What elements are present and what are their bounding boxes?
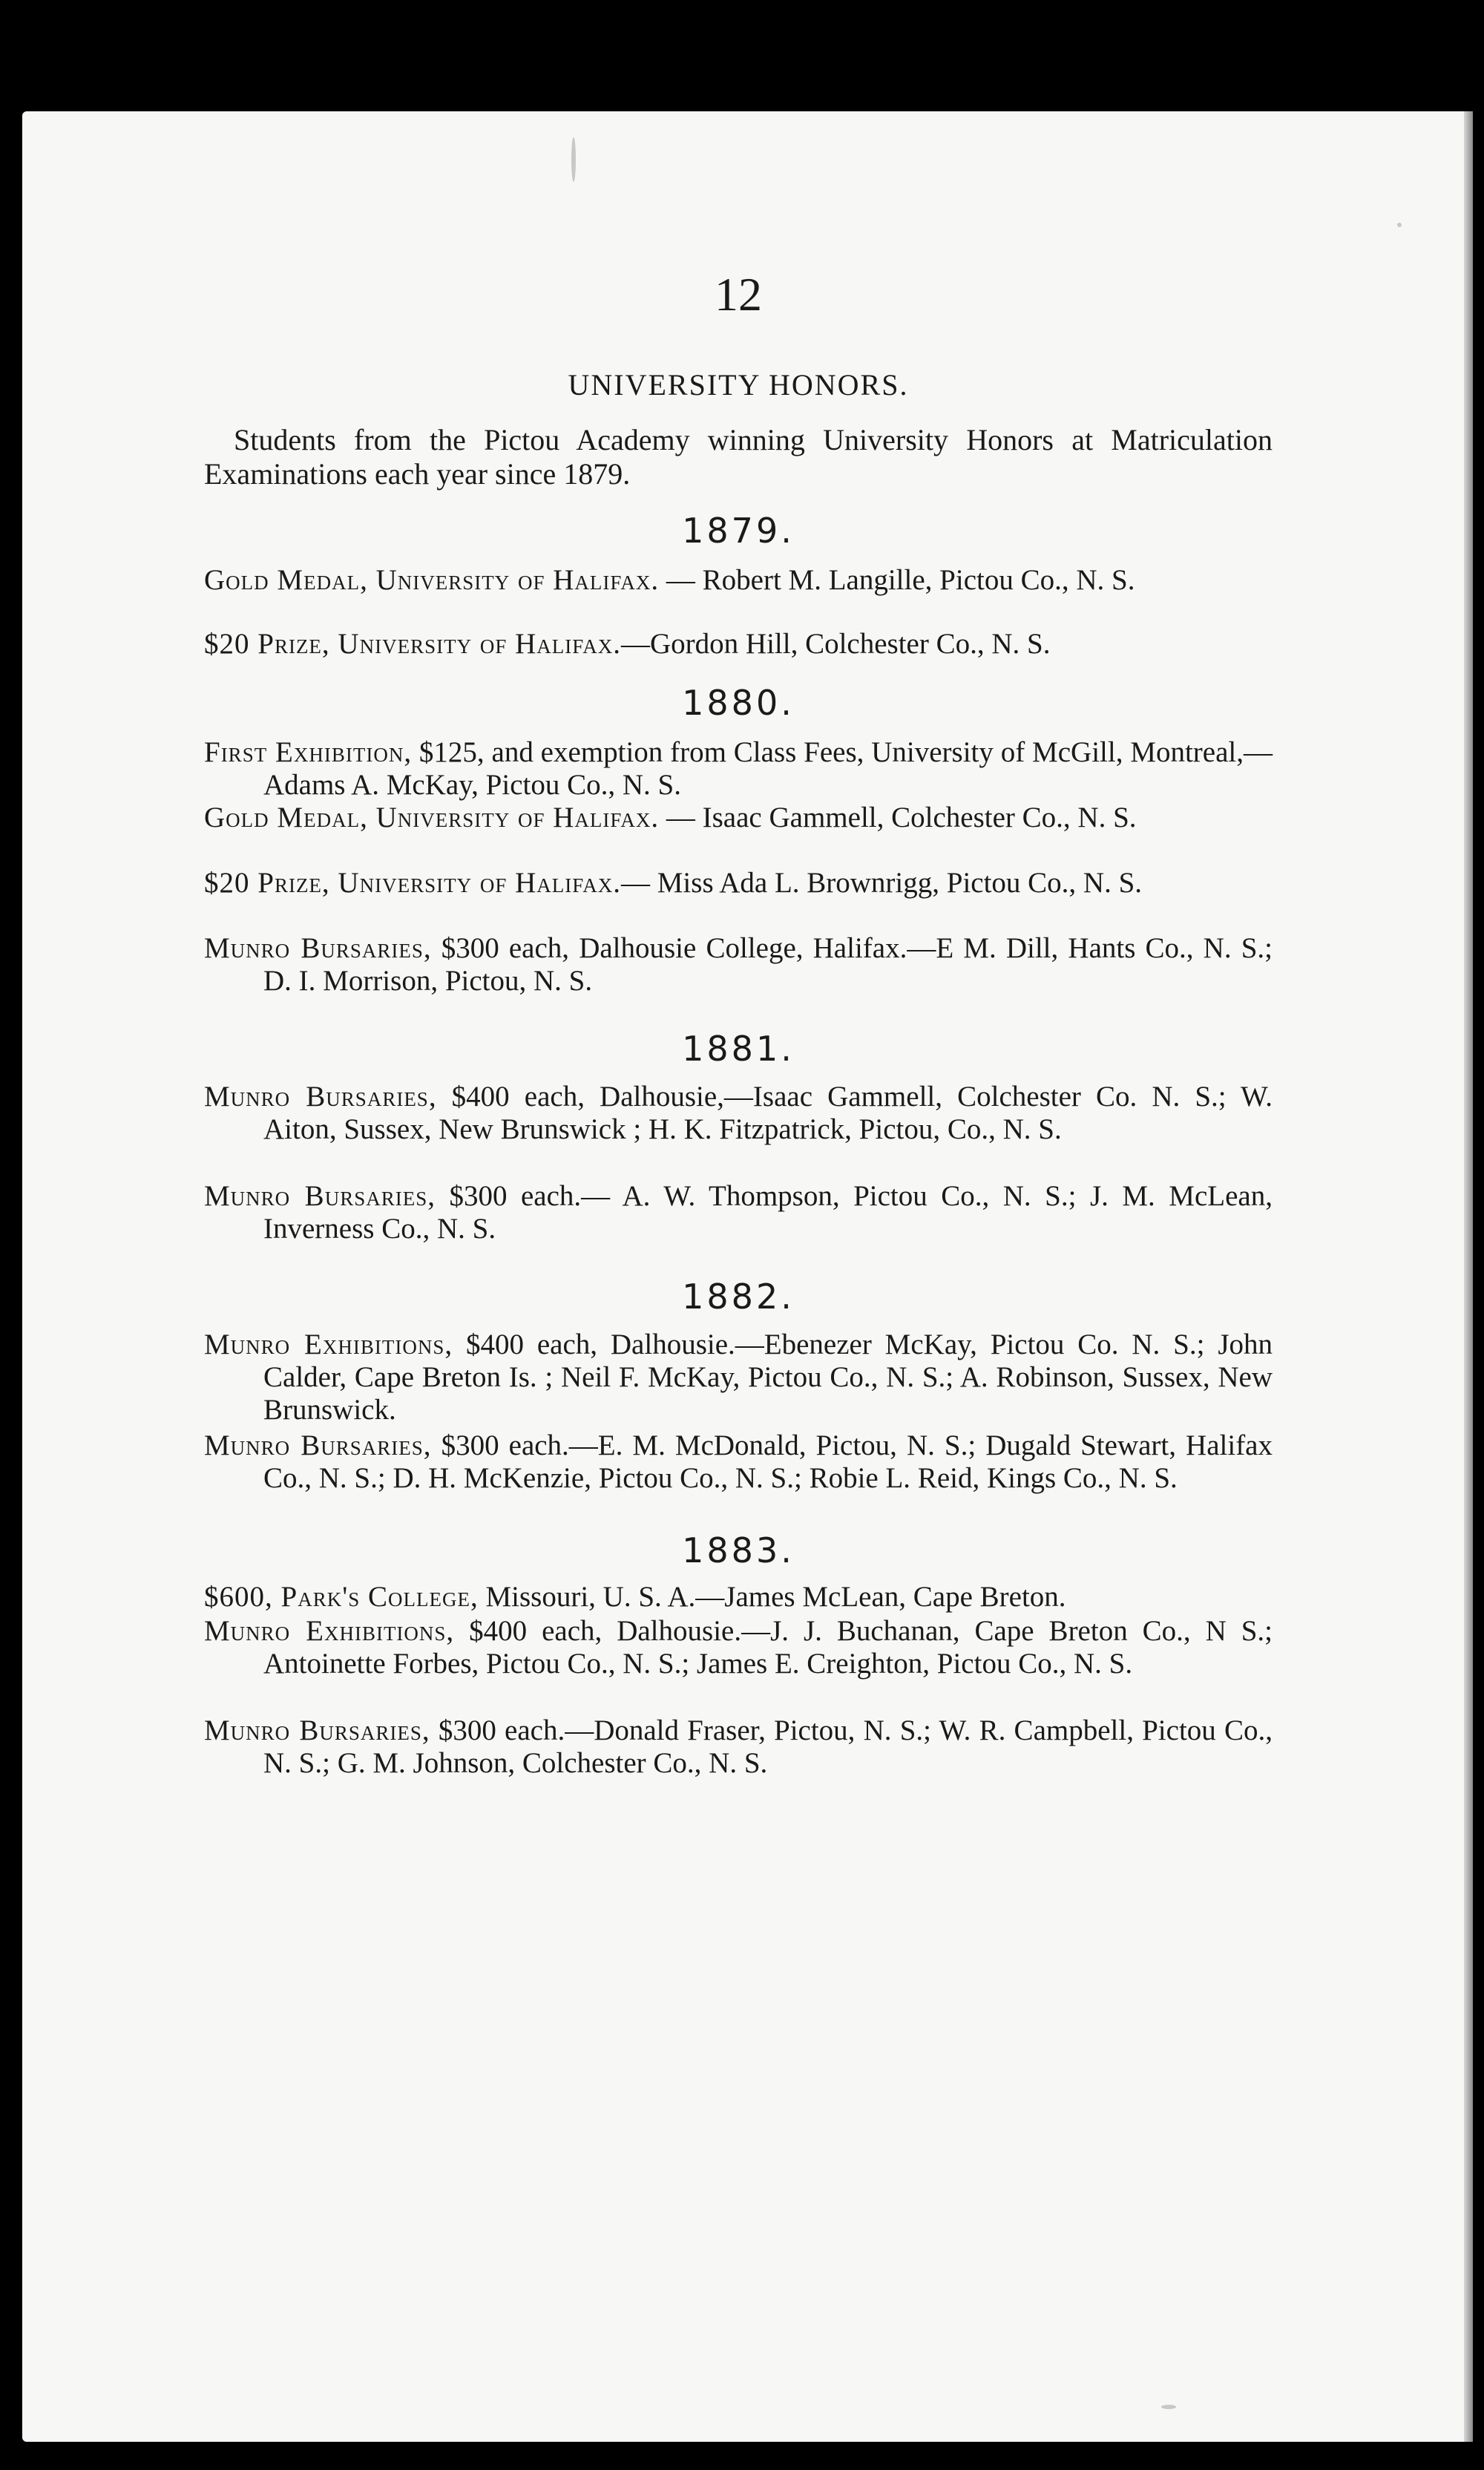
year-heading: 1882. (682, 1277, 795, 1317)
honor-title: Munro Exhibitions, (204, 1329, 453, 1360)
honor-title: Munro Bursaries, (204, 1180, 436, 1212)
honor-title: Munro Bursaries, (204, 1081, 437, 1113)
honor-title: Munro Bursaries, (204, 932, 432, 964)
honor-entry (204, 1615, 1273, 1680)
honor-recipients: — Isaac Gammell, Colchester Co., N. S. (659, 802, 1137, 833)
honor-entry (204, 802, 1273, 834)
honor-title: Munro Bursaries, (204, 1714, 430, 1746)
year-heading: 1879. (682, 511, 795, 551)
honor-recipients: $400 each, Dalhousie.—J. J. Buchanan, Cape Breton Co., N S.; Antoinette Forbes, Pictou Co., N. S.; James E. Creighton, Pictou Co., N. S. (263, 1615, 1273, 1680)
honor-entry (204, 1180, 1273, 1245)
honor-title: Munro Exhibitions, (204, 1615, 455, 1647)
honor-recipients: $400 each, Dalhousie,—Isaac Gammell, Colchester Co. N. S.; W. Aiton, Sussex, New Brunswick ; H. K. Fitzpatrick, Pictou, Co., N. S. (263, 1081, 1273, 1145)
honor-recipients: $300 each.—Donald Fraser, Pictou, N. S.; W. R. Campbell, Pictou Co., N. S.; G. M. Johnson, Colchester Co., N. S. (263, 1714, 1273, 1779)
honor-title: First Exhibition, (204, 736, 413, 768)
honor-recipients: $300 each.— A. W. Thompson, Pictou Co., N. S.; J. M. McLean, Inverness Co., N. S. (263, 1180, 1273, 1245)
honor-recipients: Missouri, U. S. A.—James McLean, Cape Breton. (478, 1581, 1066, 1613)
honor-entry (204, 1714, 1273, 1780)
honor-recipients: — Miss Ada L. Brownrigg, Pictou Co., N. S. (621, 867, 1143, 899)
year-heading: 1881. (682, 1029, 795, 1069)
scan-speck (571, 137, 576, 182)
honor-entry (204, 1329, 1273, 1426)
year-heading: 1883. (682, 1530, 795, 1570)
scan-speck (1161, 2405, 1176, 2409)
honor-entry (204, 736, 1273, 802)
honor-entry (204, 932, 1273, 998)
page-number: 12 (715, 268, 762, 321)
year-heading: 1880. (682, 683, 795, 723)
honor-title: $20 Prize, University of Halifax. (204, 867, 621, 899)
scanned-page (22, 111, 1473, 2442)
honor-entry (204, 867, 1273, 900)
page-edge-shadow (1464, 111, 1473, 2442)
honor-entry (204, 564, 1273, 597)
honor-title: $20 Prize, University of Halifax. (204, 628, 621, 660)
honor-entry (204, 1081, 1273, 1146)
honor-entry (204, 628, 1273, 661)
honor-title: Gold Medal, University of Halifax. (204, 564, 660, 596)
honor-recipients: $125, and exemption from Class Fees, University of McGill, Montreal,—Adams A. McKay, Pictou Co., N. S. (263, 736, 1273, 801)
intro-paragraph: Students from the Pictou Academy winning University Honors at Matriculation Examinations each year since 1879. (204, 423, 1273, 491)
honor-title: Gold Medal, University of Halifax. (204, 802, 660, 833)
section-title: UNIVERSITY HONORS. (568, 368, 909, 402)
honor-recipients: — Robert M. Langille, Pictou Co., N. S. (659, 564, 1135, 596)
honor-entry (204, 1429, 1273, 1495)
honor-entry (204, 1581, 1273, 1614)
honor-recipients: —Gordon Hill, Colchester Co., N. S. (621, 628, 1051, 660)
honor-recipients: $300 each, Dalhousie College, Halifax.—E M. Dill, Hants Co., N. S.; D. I. Morrison, Pictou, N. S. (263, 932, 1273, 997)
honor-title: $600, Park's College, (204, 1581, 479, 1613)
honor-recipients: $400 each, Dalhousie.—Ebenezer McKay, Pictou Co. N. S.; John Calder, Cape Breton Is. ; Neil F. McKay, Pictou Co., N. S.; A. Robinson, Sussex, New Brunswick. (263, 1329, 1273, 1426)
scan-speck (1397, 223, 1402, 227)
honor-title: Munro Bursaries, (204, 1429, 432, 1461)
honor-recipients: $300 each.—E. M. McDonald, Pictou, N. S.; Dugald Stewart, Halifax Co., N. S.; D. H. McKenzie, Pictou Co., N. S.; Robie L. Reid, Kings Co., N. S. (263, 1429, 1273, 1494)
